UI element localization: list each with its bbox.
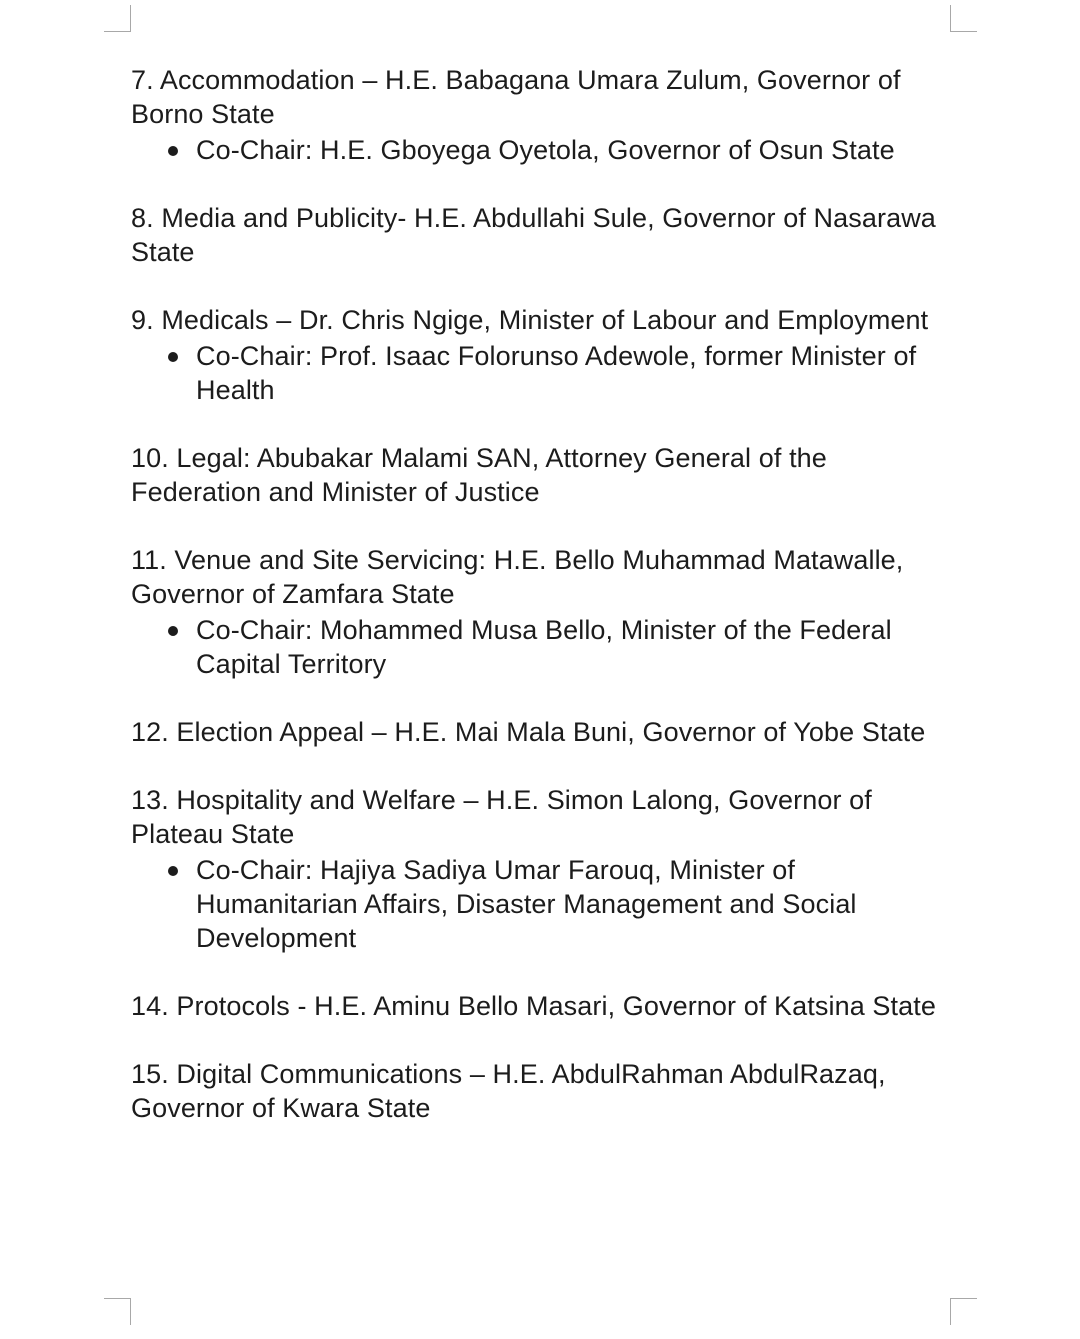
bullet-icon: [168, 146, 178, 156]
cochair-item: [131, 613, 961, 681]
cochair-text: Co-Chair: Hajiya Sadiya Umar Farouq, Minister of Humanitarian Affairs, Disaster Management and Social Development: [196, 855, 857, 953]
cochair-text: Co-Chair: H.E. Gboyega Oyetola, Governor of Osun State: [196, 135, 895, 165]
list-item: [131, 201, 961, 269]
item-text: 8. Media and Publicity- H.E. Abdullahi Sule, Governor of Nasarawa State: [131, 203, 936, 267]
list-item: [131, 783, 961, 955]
crop-mark-bottom-right: [950, 1298, 977, 1325]
committee-list: [131, 63, 961, 1125]
item-text: 9. Medicals – Dr. Chris Ngige, Minister of Labour and Employment: [131, 305, 929, 335]
list-item: [131, 543, 961, 681]
bullet-icon: [168, 626, 178, 636]
list-item: [131, 715, 961, 749]
cochair-item: [131, 339, 961, 407]
sub-list: [131, 853, 961, 955]
cochair-item: [131, 133, 961, 167]
crop-mark-top-left: [104, 5, 131, 32]
list-item: [131, 441, 961, 509]
list-item: [131, 1057, 961, 1125]
list-item: [131, 303, 961, 407]
crop-mark-top-right: [950, 5, 977, 32]
cochair-item: [131, 853, 961, 955]
bullet-icon: [168, 352, 178, 362]
cochair-text: Co-Chair: Mohammed Musa Bello, Minister of the Federal Capital Territory: [196, 615, 892, 679]
item-text: 14. Protocols - H.E. Aminu Bello Masari, Governor of Katsina State: [131, 991, 936, 1021]
sub-list: [131, 133, 961, 167]
sub-list: [131, 613, 961, 681]
list-item: [131, 63, 961, 167]
crop-mark-bottom-left: [104, 1298, 131, 1325]
item-text: 11. Venue and Site Servicing: H.E. Bello Muhammad Matawalle, Governor of Zamfara State: [131, 545, 904, 609]
item-text: 13. Hospitality and Welfare – H.E. Simon Lalong, Governor of Plateau State: [131, 785, 872, 849]
item-text: 12. Election Appeal – H.E. Mai Mala Buni, Governor of Yobe State: [131, 717, 926, 747]
sub-list: [131, 339, 961, 407]
list-item: [131, 989, 961, 1023]
item-text: 7. Accommodation – H.E. Babagana Umara Zulum, Governor of Borno State: [131, 65, 901, 129]
cochair-text: Co-Chair: Prof. Isaac Folorunso Adewole, former Minister of Health: [196, 341, 917, 405]
item-text: 15. Digital Communications – H.E. AbdulRahman AbdulRazaq, Governor of Kwara State: [131, 1059, 886, 1123]
item-text: 10. Legal: Abubakar Malami SAN, Attorney General of the Federation and Minister of Justice: [131, 443, 827, 507]
bullet-icon: [168, 866, 178, 876]
